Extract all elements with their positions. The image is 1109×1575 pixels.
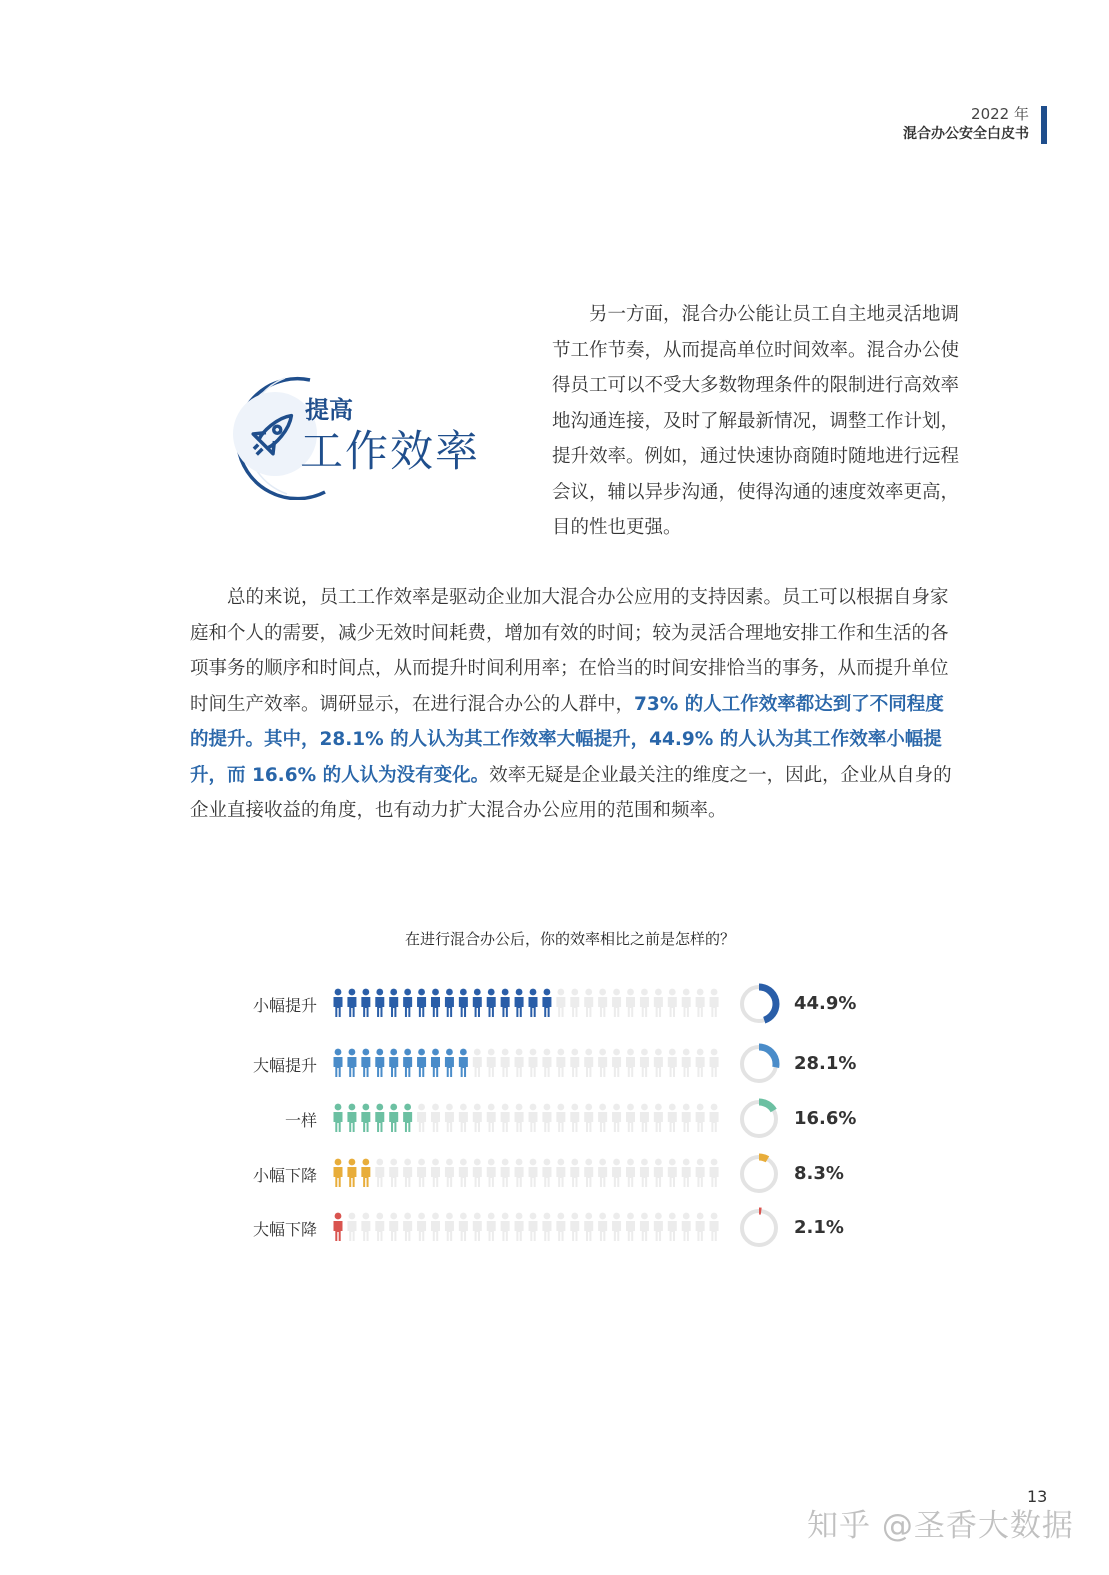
- person-icon-empty: [682, 1159, 691, 1187]
- person-icon-filled: [334, 989, 343, 1017]
- category-label: 大幅提升: [252, 1056, 317, 1075]
- person-icon-empty: [626, 1213, 635, 1241]
- person-icon-empty: [556, 1159, 565, 1187]
- person-icon-empty: [431, 1159, 440, 1187]
- person-icon-empty: [487, 1159, 496, 1187]
- person-icon-filled: [347, 1159, 356, 1187]
- person-icon-filled: [347, 1049, 356, 1077]
- person-icon-empty: [556, 989, 565, 1017]
- person-icon-filled: [389, 1049, 398, 1077]
- person-icon-empty: [570, 1213, 579, 1241]
- person-icon-empty: [668, 1213, 677, 1241]
- person-icon-empty: [375, 1159, 384, 1187]
- intro-paragraph: [552, 297, 962, 546]
- person-icon-empty: [529, 1049, 538, 1077]
- person-icon-empty: [487, 1104, 496, 1132]
- percentage-donut: [738, 1153, 780, 1195]
- header-accent-bar: [1041, 106, 1047, 144]
- person-icon-filled: [431, 989, 440, 1017]
- person-icon-empty: [598, 989, 607, 1017]
- person-icon-empty: [654, 1159, 663, 1187]
- person-icon-empty: [473, 1104, 482, 1132]
- person-icon-row: [333, 988, 723, 1018]
- person-icon-filled: [515, 989, 524, 1017]
- person-icon-empty: [570, 989, 579, 1017]
- person-icon-filled: [529, 989, 538, 1017]
- person-icon-empty: [584, 1049, 593, 1077]
- intro-text: 另一方面，混合办公能让员工自主地灵活地调节工作节奏，从而提高单位时间效率。混合办公使得员工可以不受大多数物理条件的限制进行高效率地沟通连接，及时了解最新情况，调整工作计划，提升效率。例如，通过快速协商随时随地进行远程会议，辅以异步沟通，使得沟通的速度效率更高，目的性也更强。: [552, 304, 960, 538]
- person-icon-empty: [626, 989, 635, 1017]
- person-icon-empty: [403, 1159, 412, 1187]
- person-icon-empty: [584, 989, 593, 1017]
- person-icon-empty: [515, 1049, 524, 1077]
- person-icon-empty: [542, 1213, 551, 1241]
- header-year: 2022 年: [971, 105, 1029, 123]
- page-number: 13: [1027, 1487, 1048, 1506]
- person-icon-empty: [487, 1213, 496, 1241]
- person-icon-filled: [445, 1049, 454, 1077]
- person-icon-filled: [501, 989, 510, 1017]
- person-icon-empty: [473, 1213, 482, 1241]
- person-icon-filled: [403, 989, 412, 1017]
- person-icon-filled: [389, 989, 398, 1017]
- person-icon-empty: [459, 1104, 468, 1132]
- person-icon-empty: [389, 1159, 398, 1187]
- percentage-label: 44.9%: [794, 993, 857, 1014]
- chart-row: [220, 983, 920, 1023]
- person-icon-filled: [375, 1104, 384, 1132]
- category-label: 小幅下降: [252, 1166, 317, 1185]
- person-icon-empty: [654, 1049, 663, 1077]
- person-icon-filled: [417, 989, 426, 1017]
- category-label: 小幅提升: [252, 996, 317, 1015]
- person-icon-empty: [626, 1104, 635, 1132]
- person-icon-empty: [556, 1049, 565, 1077]
- person-icon-empty: [445, 1159, 454, 1187]
- person-icon-empty: [612, 1213, 621, 1241]
- person-icon-empty: [570, 1159, 579, 1187]
- person-icon-empty: [459, 1159, 468, 1187]
- person-icon-empty: [598, 1104, 607, 1132]
- person-icon-empty: [612, 1049, 621, 1077]
- person-icon-empty: [515, 1159, 524, 1187]
- person-icon-empty: [640, 989, 649, 1017]
- person-icon-empty: [696, 989, 705, 1017]
- person-icon-empty: [626, 1159, 635, 1187]
- person-icon-empty: [682, 1213, 691, 1241]
- person-icon-empty: [403, 1213, 412, 1241]
- person-icon-empty: [501, 1104, 510, 1132]
- person-icon-filled: [334, 1049, 343, 1077]
- person-icon-filled: [361, 1049, 370, 1077]
- person-icon-empty: [682, 1049, 691, 1077]
- person-icon-empty: [598, 1213, 607, 1241]
- person-icon-row: [333, 1158, 723, 1188]
- person-icon-empty: [640, 1104, 649, 1132]
- person-icon-filled: [334, 1159, 343, 1187]
- person-icon-empty: [445, 1213, 454, 1241]
- person-icon-empty: [696, 1213, 705, 1241]
- person-icon-empty: [612, 989, 621, 1017]
- person-icon-empty: [375, 1213, 384, 1241]
- person-icon-empty: [682, 989, 691, 1017]
- body-text-2: 效率无疑是企业最关注的维度之一，因此，企业从自身的企业直接收益的角度，也有动力扩大混合办公应用的范围和频率。: [190, 764, 952, 821]
- person-icon-empty: [696, 1159, 705, 1187]
- person-icon-empty: [389, 1213, 398, 1241]
- chart-title: 在进行混合办公后，你的效率相比之前是怎样的？: [404, 930, 735, 948]
- percentage-label: 28.1%: [794, 1053, 857, 1074]
- section-title-small: 提高: [305, 396, 353, 424]
- person-icon-empty: [584, 1213, 593, 1241]
- person-icon-filled: [445, 989, 454, 1017]
- body-paragraph: [190, 580, 955, 829]
- chart-row: [220, 1098, 920, 1138]
- person-icon-filled: [473, 989, 482, 1017]
- person-icon-empty: [668, 1049, 677, 1077]
- person-icon-empty: [612, 1159, 621, 1187]
- percentage-donut: [738, 1043, 780, 1085]
- person-icon-filled: [347, 989, 356, 1017]
- donut-track: [742, 1157, 776, 1191]
- person-icon-empty: [501, 1213, 510, 1241]
- person-icon-empty: [347, 1213, 356, 1241]
- person-icon-empty: [654, 1104, 663, 1132]
- person-icon-filled: [389, 1104, 398, 1132]
- person-icon-empty: [668, 989, 677, 1017]
- person-icon-empty: [640, 1159, 649, 1187]
- percentage-donut: [738, 1207, 780, 1249]
- person-icon-empty: [710, 1213, 719, 1241]
- category-label: 大幅下降: [252, 1220, 317, 1239]
- person-icon-empty: [515, 1104, 524, 1132]
- person-icon-row: [333, 1048, 723, 1078]
- person-icon-filled: [334, 1213, 343, 1241]
- person-icon-empty: [445, 1104, 454, 1132]
- person-icon-empty: [570, 1049, 579, 1077]
- watermark: 知乎 @圣香大数据: [807, 1508, 1074, 1544]
- person-icon-empty: [501, 1159, 510, 1187]
- person-icon-empty: [640, 1049, 649, 1077]
- person-icon-empty: [515, 1213, 524, 1241]
- person-icon-filled: [487, 989, 496, 1017]
- person-icon-empty: [529, 1159, 538, 1187]
- section-title: 工作效率: [300, 427, 480, 477]
- person-icon-empty: [361, 1213, 370, 1241]
- body-highlight: 73% 的人工作效率都达到了不同程度的提升。其中，28.1% 的人认为其工作效率大幅提升，44.9% 的人认为其工作效率小幅提升，而 16.6% 的人认为没有变化。: [190, 693, 944, 786]
- person-icon-filled: [417, 1049, 426, 1077]
- percentage-donut: [738, 983, 780, 1025]
- person-icon-empty: [501, 1049, 510, 1077]
- person-icon-empty: [529, 1104, 538, 1132]
- person-icon-empty: [487, 1049, 496, 1077]
- person-icon-empty: [459, 1213, 468, 1241]
- person-icon-empty: [542, 1159, 551, 1187]
- person-icon-filled: [542, 989, 551, 1017]
- person-icon-empty: [710, 1159, 719, 1187]
- chart-row: [220, 1043, 920, 1083]
- person-icon-empty: [431, 1213, 440, 1241]
- person-icon-filled: [334, 1104, 343, 1132]
- person-icon-filled: [403, 1104, 412, 1132]
- person-icon-filled: [403, 1049, 412, 1077]
- person-icon-empty: [570, 1104, 579, 1132]
- person-icon-empty: [626, 1049, 635, 1077]
- person-icon-filled: [361, 989, 370, 1017]
- person-icon-empty: [556, 1104, 565, 1132]
- person-icon-empty: [529, 1213, 538, 1241]
- person-icon-empty: [584, 1104, 593, 1132]
- person-icon-empty: [417, 1104, 426, 1132]
- person-icon-filled: [375, 1049, 384, 1077]
- person-icon-empty: [431, 1104, 440, 1132]
- person-icon-filled: [361, 1104, 370, 1132]
- donut-track: [742, 1211, 776, 1245]
- person-icon-empty: [598, 1049, 607, 1077]
- person-icon-empty: [682, 1104, 691, 1132]
- percentage-label: 2.1%: [794, 1217, 844, 1238]
- person-icon-filled: [459, 1049, 468, 1077]
- person-icon-empty: [417, 1159, 426, 1187]
- person-icon-empty: [640, 1213, 649, 1241]
- person-icon-empty: [542, 1049, 551, 1077]
- person-icon-empty: [696, 1049, 705, 1077]
- person-icon-empty: [654, 989, 663, 1017]
- person-icon-filled: [361, 1159, 370, 1187]
- person-icon-empty: [654, 1213, 663, 1241]
- person-icon-empty: [473, 1159, 482, 1187]
- person-icon-empty: [710, 989, 719, 1017]
- chart-row: [220, 1153, 920, 1193]
- person-icon-row: [333, 1212, 723, 1242]
- person-icon-row: [333, 1103, 723, 1133]
- person-icon-empty: [556, 1213, 565, 1241]
- chart-row: [220, 1207, 920, 1247]
- person-icon-empty: [612, 1104, 621, 1132]
- person-icon-filled: [375, 989, 384, 1017]
- person-icon-filled: [459, 989, 468, 1017]
- person-icon-empty: [584, 1159, 593, 1187]
- person-icon-empty: [598, 1159, 607, 1187]
- person-icon-empty: [710, 1049, 719, 1077]
- person-icon-empty: [668, 1159, 677, 1187]
- person-icon-empty: [696, 1104, 705, 1132]
- person-icon-empty: [417, 1213, 426, 1241]
- category-label: 一样: [284, 1111, 317, 1130]
- percentage-label: 16.6%: [794, 1108, 857, 1129]
- percentage-donut: [738, 1098, 780, 1140]
- person-icon-filled: [347, 1104, 356, 1132]
- body-text-1: 总的来说，员工工作效率是驱动企业加大混合办公应用的支持因素。员工可以根据自身家庭和个人的需要，减少无效时间耗费，增加有效的时间；较为灵活合理地安排工作和生活的各项事务的顺序和时间点，从而提升时间利用率；在恰当的时间安排恰当的事务，从而提升单位时间生产效率。调研显示，在进行混合办公的人群中，: [190, 587, 949, 715]
- percentage-label: 8.3%: [794, 1163, 844, 1184]
- person-icon-filled: [431, 1049, 440, 1077]
- person-icon-empty: [668, 1104, 677, 1132]
- person-icon-empty: [473, 1049, 482, 1077]
- header-title: 混合办公安全白皮书: [903, 126, 1029, 142]
- person-icon-empty: [542, 1104, 551, 1132]
- person-icon-empty: [710, 1104, 719, 1132]
